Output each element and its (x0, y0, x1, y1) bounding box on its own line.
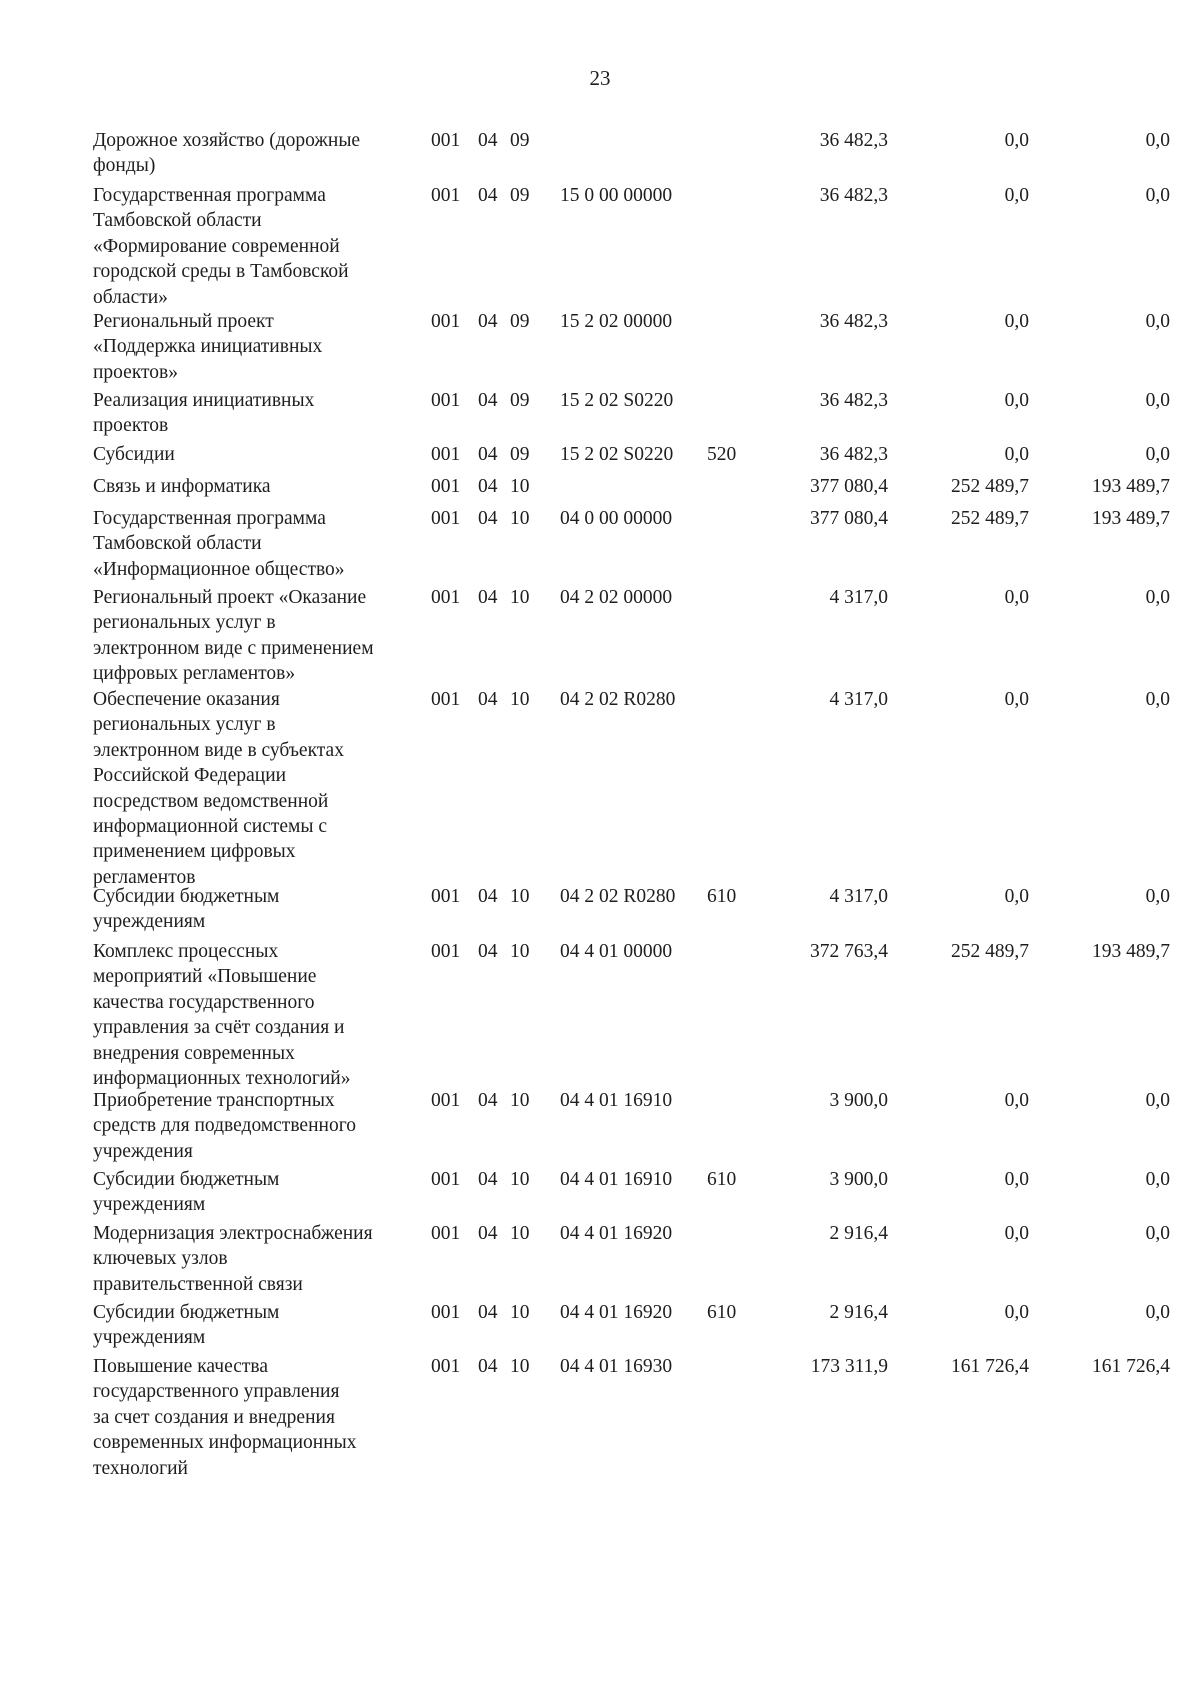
item-name-line: качества государственного (93, 991, 315, 1013)
target-article-cell: 15 2 02 00000 (560, 311, 673, 332)
target-article-cell: 15 0 00 00000 (560, 185, 673, 206)
item-name-line: городской среды в Тамбовской (93, 261, 349, 283)
item-name-line: посредством ведомственной (93, 790, 329, 812)
amount-year2-cell: 0,0 (1004, 311, 1029, 332)
amount-year3-cell: 193 489,7 (1092, 941, 1170, 962)
amount-year2-cell: 252 489,7 (951, 508, 1029, 529)
subsection-code-cell: 10 (510, 1090, 530, 1111)
target-article-cell: 15 2 02 S0220 (560, 390, 674, 411)
item-name-line: Комплекс процессных (93, 941, 279, 962)
subsection-code-cell: 10 (510, 476, 530, 497)
item-name-line: Субсидии (93, 444, 175, 465)
subsection-code-cell: 10 (510, 1169, 530, 1190)
item-name-line: применением цифровых (93, 841, 296, 863)
expense-type-cell: 610 (707, 1169, 737, 1190)
item-name-line: «Поддержка инициативных (93, 336, 323, 358)
item-name-line: Региональный проект (93, 311, 274, 332)
section-code-cell: 04 (478, 1302, 498, 1323)
section-code-cell: 04 (478, 1169, 498, 1190)
amount-year2-cell: 252 489,7 (951, 476, 1029, 497)
amount-year2-cell: 0,0 (1004, 390, 1029, 411)
item-name-line: Государственная программа (93, 508, 326, 529)
amount-year3-cell: 0,0 (1145, 444, 1170, 465)
section-code-cell: 04 (478, 587, 498, 608)
amount-year3-cell: 0,0 (1145, 886, 1170, 907)
amount-year1-cell: 36 482,3 (819, 444, 888, 465)
item-name-cell (93, 183, 423, 310)
amount-year2-cell: 0,0 (1004, 689, 1029, 710)
item-name-line: региональных услуг в (93, 714, 276, 736)
item-name-line: Дорожное хозяйство (дорожные (93, 130, 361, 151)
subsection-code-cell: 10 (510, 1302, 530, 1323)
amount-year3-cell: 193 489,7 (1092, 508, 1170, 529)
ministry-code-cell: 001 (431, 476, 461, 497)
amount-year2-cell: 0,0 (1004, 1223, 1029, 1244)
item-name-line: Связь и информатика (93, 476, 271, 497)
subsection-code-cell: 09 (510, 444, 530, 465)
item-name-cell (93, 687, 423, 890)
target-article-cell: 04 4 01 16920 (560, 1223, 673, 1244)
subsection-code-cell: 09 (510, 390, 530, 411)
ministry-code-cell: 001 (431, 444, 461, 465)
item-name-line: Региональный проект «Оказание (93, 587, 367, 608)
target-article-cell: 04 4 01 16910 (560, 1090, 673, 1111)
amount-year2-cell: 0,0 (1004, 185, 1029, 206)
item-name-line: Реализация инициативных (93, 390, 315, 411)
item-name-line: учреждениям (93, 1327, 206, 1349)
item-name-cell (93, 939, 423, 1091)
item-name-line: мероприятий «Повышение (93, 966, 317, 988)
ministry-code-cell: 001 (431, 130, 461, 151)
item-name-line: электронном виде в субъектах (93, 739, 344, 761)
amount-year1-cell: 377 080,4 (810, 508, 888, 529)
subsection-code-cell: 10 (510, 1223, 530, 1244)
subsection-code-cell: 09 (510, 185, 530, 206)
item-name-line: «Формирование современной (93, 235, 340, 257)
amount-year3-cell: 0,0 (1145, 1223, 1170, 1244)
item-name-line: проектов (93, 415, 169, 437)
item-name-line: средств для подведомственного (93, 1115, 356, 1137)
amount-year3-cell: 0,0 (1145, 311, 1170, 332)
amount-year3-cell: 0,0 (1145, 1169, 1170, 1190)
item-name-line: Тамбовской области (93, 533, 262, 555)
amount-year3-cell: 0,0 (1145, 185, 1170, 206)
amount-year2-cell: 0,0 (1004, 130, 1029, 151)
amount-year1-cell: 3 900,0 (829, 1090, 888, 1111)
item-name-line: регламентов (93, 866, 196, 888)
amount-year3-cell: 0,0 (1145, 689, 1170, 710)
ministry-code-cell: 001 (431, 1090, 461, 1111)
section-code-cell: 04 (478, 1356, 498, 1377)
item-name-line: Государственная программа (93, 185, 326, 206)
amount-year2-cell: 0,0 (1004, 444, 1029, 465)
item-name-line: электронном виде с применением (93, 637, 374, 659)
item-name-cell (93, 128, 423, 179)
subsection-code-cell: 10 (510, 508, 530, 529)
ministry-code-cell: 001 (431, 508, 461, 529)
amount-year3-cell: 0,0 (1145, 130, 1170, 151)
item-name-line: Приобретение транспортных (93, 1090, 335, 1111)
item-name-line: учреждениям (93, 911, 206, 933)
target-article-cell: 04 4 01 16930 (560, 1356, 673, 1377)
target-article-cell: 15 2 02 S0220 (560, 444, 674, 465)
amount-year2-cell: 0,0 (1004, 1169, 1029, 1190)
item-name-cell (93, 1300, 423, 1351)
item-name-line: учреждениям (93, 1194, 206, 1216)
amount-year3-cell: 161 726,4 (1092, 1356, 1170, 1377)
amount-year2-cell: 0,0 (1004, 1090, 1029, 1111)
item-name-line: Российской Федерации (93, 765, 287, 787)
item-name-line: государственного управления (93, 1381, 340, 1403)
section-code-cell: 04 (478, 941, 498, 962)
ministry-code-cell: 001 (431, 1169, 461, 1190)
amount-year1-cell: 2 916,4 (829, 1223, 888, 1244)
ministry-code-cell: 001 (431, 941, 461, 962)
item-name-line: внедрения современных (93, 1042, 295, 1064)
amount-year1-cell: 377 080,4 (810, 476, 888, 497)
section-code-cell: 04 (478, 390, 498, 411)
amount-year2-cell: 0,0 (1004, 587, 1029, 608)
target-article-cell: 04 4 01 00000 (560, 941, 673, 962)
amount-year1-cell: 4 317,0 (829, 587, 888, 608)
item-name-line: региональных услуг в (93, 612, 276, 634)
target-article-cell: 04 2 02 R0280 (560, 689, 676, 710)
ministry-code-cell: 001 (431, 1302, 461, 1323)
amount-year1-cell: 36 482,3 (819, 130, 888, 151)
item-name-line: «Информационное общество» (93, 558, 345, 580)
expense-type-cell: 610 (707, 1302, 737, 1323)
subsection-code-cell: 09 (510, 130, 530, 151)
item-name-cell (93, 474, 423, 499)
ministry-code-cell: 001 (431, 1223, 461, 1244)
ministry-code-cell: 001 (431, 185, 461, 206)
item-name-line: ключевых узлов (93, 1248, 228, 1270)
ministry-code-cell: 001 (431, 390, 461, 411)
subsection-code-cell: 10 (510, 941, 530, 962)
amount-year3-cell: 0,0 (1145, 587, 1170, 608)
target-article-cell: 04 4 01 16920 (560, 1302, 673, 1323)
expense-type-cell: 610 (707, 886, 737, 907)
item-name-line: современных информационных (93, 1432, 357, 1454)
amount-year2-cell: 0,0 (1004, 1302, 1029, 1323)
amount-year1-cell: 372 763,4 (810, 941, 888, 962)
subsection-code-cell: 09 (510, 311, 530, 332)
section-code-cell: 04 (478, 1223, 498, 1244)
section-code-cell: 04 (478, 130, 498, 151)
amount-year3-cell: 0,0 (1145, 1090, 1170, 1111)
item-name-cell (93, 388, 423, 439)
section-code-cell: 04 (478, 1090, 498, 1111)
amount-year3-cell: 0,0 (1145, 390, 1170, 411)
item-name-line: за счет создания и внедрения (93, 1406, 335, 1428)
ministry-code-cell: 001 (431, 886, 461, 907)
item-name-line: управления за счёт создания и (93, 1017, 345, 1039)
section-code-cell: 04 (478, 689, 498, 710)
ministry-code-cell: 001 (431, 689, 461, 710)
item-name-line: Субсидии бюджетным (93, 1169, 280, 1190)
item-name-cell (93, 585, 423, 687)
section-code-cell: 04 (478, 508, 498, 529)
amount-year1-cell: 2 916,4 (829, 1302, 888, 1323)
ministry-code-cell: 001 (431, 1356, 461, 1377)
amount-year1-cell: 36 482,3 (819, 185, 888, 206)
section-code-cell: 04 (478, 311, 498, 332)
section-code-cell: 04 (478, 185, 498, 206)
amount-year1-cell: 4 317,0 (829, 689, 888, 710)
target-article-cell: 04 2 02 R0280 (560, 886, 676, 907)
amount-year1-cell: 4 317,0 (829, 886, 888, 907)
ministry-code-cell: 001 (431, 311, 461, 332)
amount-year2-cell: 161 726,4 (951, 1356, 1029, 1377)
item-name-line: фонды) (93, 155, 156, 177)
subsection-code-cell: 10 (510, 1356, 530, 1377)
amount-year3-cell: 0,0 (1145, 1302, 1170, 1323)
item-name-line: области» (93, 286, 168, 308)
section-code-cell: 04 (478, 444, 498, 465)
item-name-line: проектов» (93, 361, 179, 383)
item-name-cell (93, 506, 423, 582)
item-name-line: информационных технологий» (93, 1068, 351, 1090)
section-code-cell: 04 (478, 886, 498, 907)
item-name-line: правительственной связи (93, 1273, 303, 1295)
item-name-line: цифровых регламентов» (93, 663, 296, 685)
ministry-code-cell: 001 (431, 587, 461, 608)
amount-year1-cell: 36 482,3 (819, 390, 888, 411)
item-name-line: Субсидии бюджетным (93, 886, 280, 907)
amount-year3-cell: 193 489,7 (1092, 476, 1170, 497)
item-name-cell (93, 1354, 423, 1481)
item-name-line: Повышение качества (93, 1356, 268, 1377)
target-article-cell: 04 0 00 00000 (560, 508, 673, 529)
subsection-code-cell: 10 (510, 689, 530, 710)
amount-year2-cell: 0,0 (1004, 886, 1029, 907)
item-name-line: Обеспечение оказания (93, 689, 280, 710)
item-name-line: Модернизация электроснабжения (93, 1223, 373, 1244)
item-name-line: Тамбовской области (93, 210, 262, 232)
item-name-line: учреждения (93, 1140, 193, 1162)
item-name-cell (93, 884, 423, 935)
item-name-cell (93, 1088, 423, 1164)
item-name-cell (93, 1167, 423, 1218)
subsection-code-cell: 10 (510, 886, 530, 907)
item-name-cell (93, 309, 423, 385)
section-code-cell: 04 (478, 476, 498, 497)
target-article-cell: 04 2 02 00000 (560, 587, 673, 608)
subsection-code-cell: 10 (510, 587, 530, 608)
amount-year1-cell: 173 311,9 (810, 1356, 888, 1377)
item-name-cell (93, 1221, 423, 1297)
item-name-cell (93, 442, 423, 467)
expense-type-cell: 520 (707, 444, 737, 465)
item-name-line: информационной системы с (93, 816, 328, 838)
amount-year1-cell: 36 482,3 (819, 311, 888, 332)
item-name-line: Субсидии бюджетным (93, 1302, 280, 1323)
amount-year1-cell: 3 900,0 (829, 1169, 888, 1190)
target-article-cell: 04 4 01 16910 (560, 1169, 673, 1190)
item-name-line: технологий (93, 1457, 188, 1479)
page-number: 23 (589, 66, 611, 90)
amount-year2-cell: 252 489,7 (951, 941, 1029, 962)
